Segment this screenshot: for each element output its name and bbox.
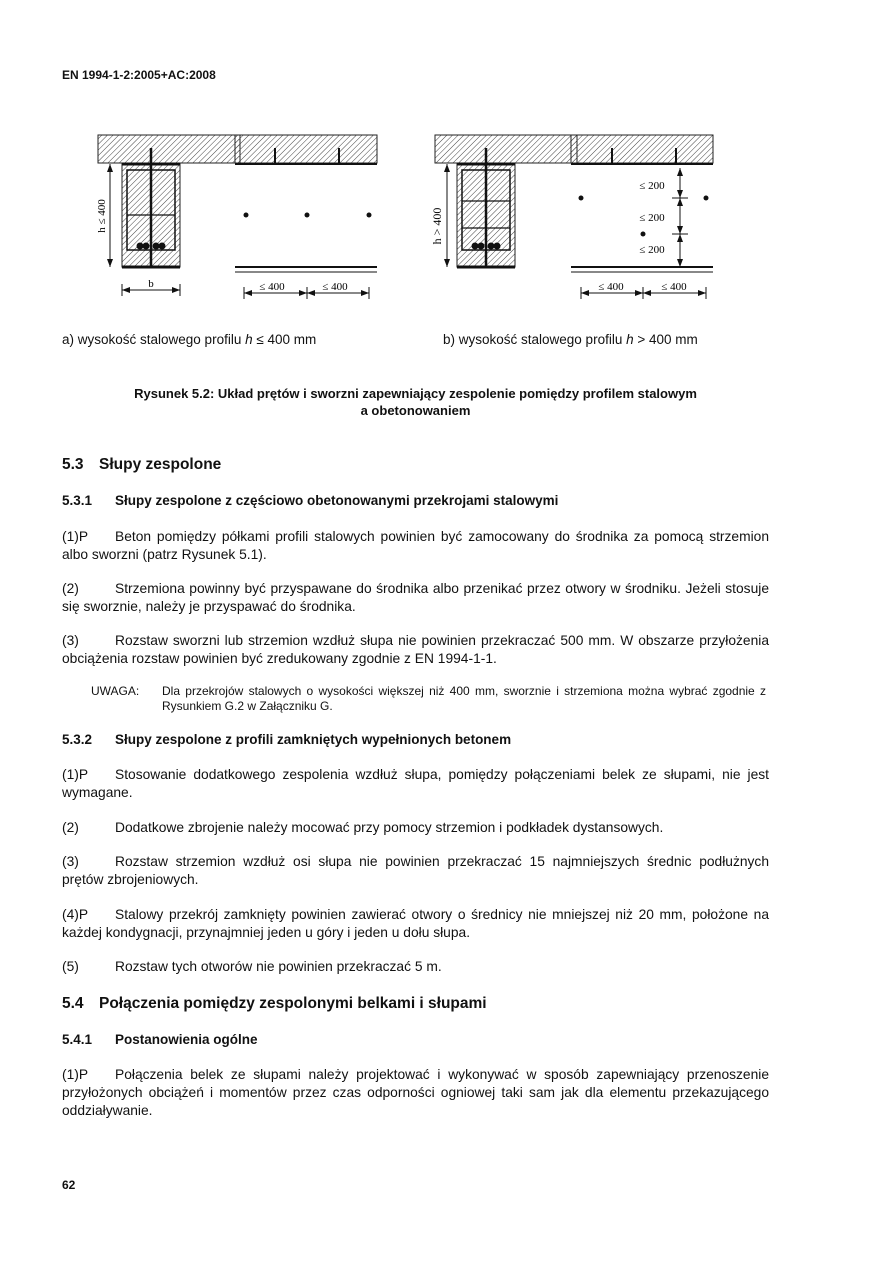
label-b: b [148, 278, 154, 290]
heading-5-3-2 [62, 732, 511, 747]
figure-title [62, 385, 769, 419]
caption-b [443, 332, 698, 347]
paragraph-number: (3) [62, 633, 79, 648]
heading-5-4 [62, 995, 487, 1013]
heading-5-4-1 [62, 1032, 258, 1047]
paragraph-5-3-2-1 [62, 766, 769, 802]
heading-5-3-title: Słupy zespolone [99, 456, 222, 473]
note-label: UWAGA: [91, 684, 140, 698]
caption-b-var: h [626, 332, 634, 347]
heading-5-3-1-title: Słupy zespolone z częściowo obetonowanymi przekrojami stalowymi [115, 493, 559, 508]
note-uwaga [91, 684, 766, 714]
label-spacing-b-v2: ≤ 200 [639, 212, 665, 224]
drawing-a-elevation [235, 135, 377, 299]
paragraph-number: (1)P [62, 1067, 89, 1082]
paragraph-5-4-1-1 [62, 1066, 769, 1120]
heading-5-3-number: 5.3 [62, 456, 84, 473]
paragraph-text: Rozstaw strzemion wzdłuż osi słupa nie powinien przekraczać 15 najmniejszych średnic podłużnych prętów zbrojeniowych. [62, 854, 769, 887]
heading-5-3-2-number: 5.3.2 [62, 732, 93, 747]
paragraph-text: Stalowy przekrój zamknięty powinien zawierać otwory o średnicy nie mniejszej niż 20 mm, położone na każdej kondygnacji, przynajmniej jeden u góry i jeden u dołu słupa. [62, 907, 769, 940]
paragraph-5-3-2-4 [62, 906, 769, 942]
caption-a-prefix: a) wysokość stalowego profilu [62, 332, 246, 347]
paragraph-number: (1)P [62, 767, 89, 782]
paragraph-number: (4)P [62, 907, 89, 922]
heading-5-3-1 [62, 493, 558, 508]
paragraph-text: Rozstaw sworzni lub strzemion wzdłuż słupa nie powinien przekraczać 500 mm. W obszarze przyłożenia obciążenia rozstaw powinien być zredukowany zgodnie z EN 1994-1-1. [62, 633, 769, 666]
label-spacing-b-v3: ≤ 200 [639, 244, 665, 256]
drawing-b-cross-section [430, 135, 577, 267]
paragraph-text: Rozstaw tych otworów nie powinien przekraczać 5 m. [115, 959, 442, 974]
heading-5-3-2-title: Słupy zespolone z profili zamkniętych wypełnionych betonem [115, 732, 512, 747]
caption-a-suffix: ≤ 400 mm [252, 332, 317, 347]
label-h-le-400-a: h ≤ 400 [96, 199, 108, 233]
paragraph-text: Strzemiona powinny być przyspawane do środnika albo przenikać przez otwory w środniku. Jeżeli stosuje się sworznie, należy je przyspawać do środnika. [62, 581, 769, 614]
heading-5-4-number: 5.4 [62, 995, 84, 1012]
heading-5-3 [62, 456, 221, 474]
label-spacing-a-1: ≤ 400 [259, 281, 285, 293]
paragraph-5-3-1-1 [62, 528, 769, 564]
heading-5-4-1-number: 5.4.1 [62, 1032, 93, 1047]
paragraph-5-3-1-2 [62, 580, 769, 616]
caption-b-suffix: > 400 mm [633, 332, 698, 347]
label-spacing-a-2: ≤ 400 [322, 281, 348, 293]
label-spacing-b-h2: ≤ 400 [661, 281, 687, 293]
paragraph-5-3-2-3 [62, 853, 769, 889]
caption-b-prefix: b) wysokość stalowego profilu [443, 332, 627, 347]
drawing-b-elevation [571, 135, 713, 299]
paragraph-5-3-1-3 [62, 632, 769, 668]
paragraph-text: Stosowanie dodatkowego zespolenia wzdłuż słupa, pomiędzy połączeniami belek ze słupami, nie jest wymagane. [62, 767, 769, 800]
paragraph-5-3-2-5 [62, 958, 769, 976]
paragraph-number: (5) [62, 959, 79, 974]
caption-a-var: h [245, 332, 253, 347]
heading-5-4-title: Połączenia pomiędzy zespolonymi belkami i słupami [99, 995, 487, 1012]
paragraph-text: Połączenia belek ze słupami należy projektować i wykonywać w sposób zapewniający przenoszenie przyłożonych obciążeń i momentów przez czas odporności ogniowej taki sam jak dla elementu przekazującego oddziaływanie. [62, 1067, 769, 1118]
paragraph-text: Beton pomiędzy półkami profili stalowych powinien być zamocowany do środnika za pomocą strzemion albo sworzni (patrz Rysunek 5.1). [62, 529, 769, 562]
paragraph-5-3-2-2 [62, 819, 769, 837]
paragraph-number: (2) [62, 820, 79, 835]
paragraph-number: (3) [62, 854, 79, 869]
document-id: EN 1994-1-2:2005+AC:2008 [62, 68, 216, 82]
paragraph-number: (1)P [62, 529, 89, 544]
drawing-a-cross-section [96, 135, 240, 296]
label-spacing-b-h1: ≤ 400 [598, 281, 624, 293]
paragraph-number: (2) [62, 581, 79, 596]
figure-title-line-2: a obetonowaniem [360, 403, 471, 418]
paragraph-text: Dodatkowe zbrojenie należy mocować przy pomocy strzemion i podkładek dystansowych. [115, 820, 664, 835]
label-spacing-b-v1: ≤ 200 [639, 180, 665, 192]
caption-a [62, 332, 316, 347]
figure-title-line-1: Rysunek 5.2: Układ prętów i sworzni zapewniający zespolenie pomiędzy profilem stalowym [134, 386, 697, 401]
note-text: Dla przekrojów stalowych o wysokości większej niż 400 mm, sworznie i strzemiona można wybrać zgodnie z Rysunkiem G.2 w Załączniku G. [162, 684, 766, 713]
label-h-gt-400-b: h > 400 [430, 207, 444, 245]
figure-5-2 [60, 120, 760, 320]
page-number: 62 [62, 1178, 76, 1192]
heading-5-4-1-title: Postanowienia ogólne [115, 1032, 258, 1047]
heading-5-3-1-number: 5.3.1 [62, 493, 93, 508]
